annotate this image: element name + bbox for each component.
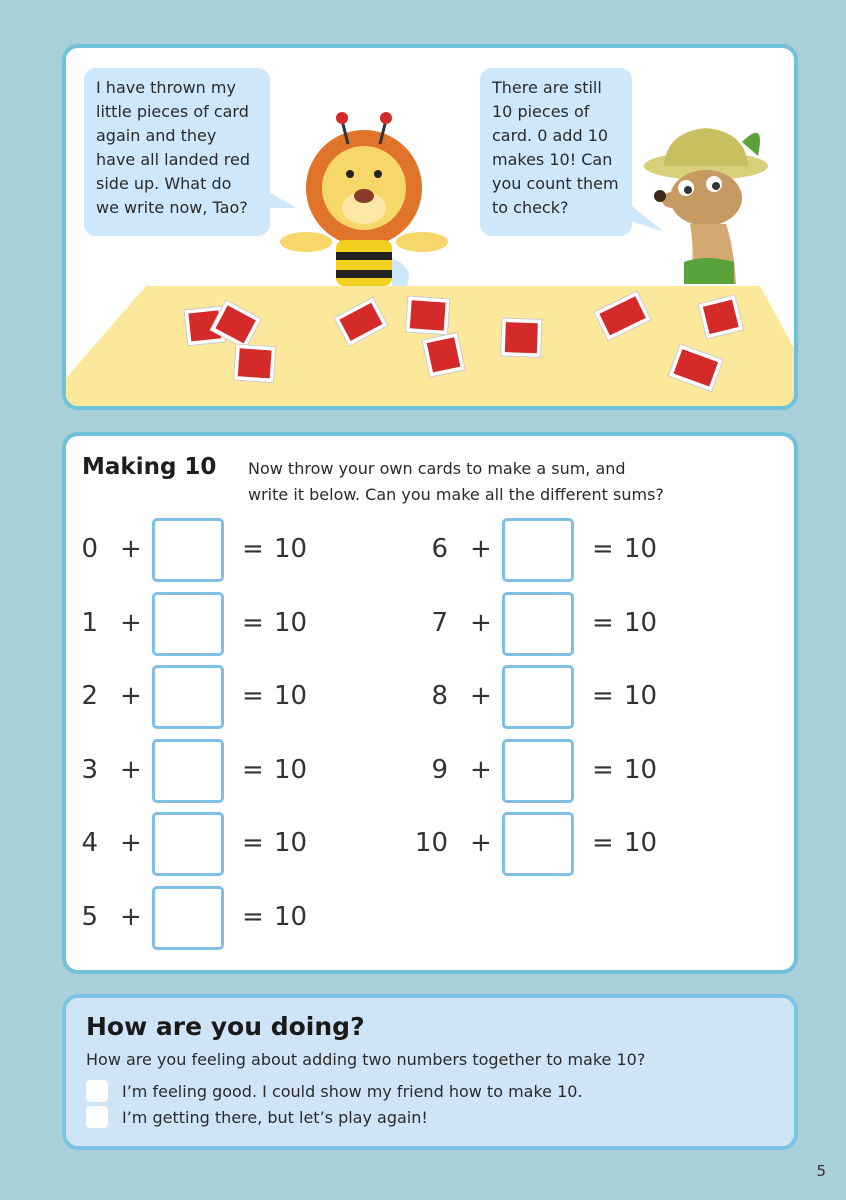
making-10-exercise-panel <box>62 432 798 974</box>
plus-sign: + <box>470 681 492 711</box>
speech-line: 10 pieces of <box>492 102 590 121</box>
plus-sign: + <box>470 534 492 564</box>
sum-result: 10 <box>274 755 308 785</box>
answer-box[interactable] <box>152 518 224 582</box>
equals-sign: = <box>592 534 614 564</box>
sum-row <box>66 739 326 803</box>
story-illustration-panel <box>62 44 798 410</box>
plus-sign: + <box>120 681 142 711</box>
sum-result: 10 <box>274 828 308 858</box>
answer-box[interactable] <box>152 665 224 729</box>
speech-line: card. 0 add 10 <box>492 126 609 145</box>
exercise-instructions <box>248 456 768 508</box>
addend-number: 4 <box>81 828 98 858</box>
page-number: 5 <box>816 1162 826 1180</box>
plus-sign: + <box>120 608 142 638</box>
sum-row <box>416 592 676 656</box>
sum-row <box>66 518 326 582</box>
sum-result: 10 <box>274 534 308 564</box>
speech-line: again and they <box>96 126 217 145</box>
equals-sign: = <box>242 828 264 858</box>
sum-row <box>416 739 676 803</box>
addend-number: 10 <box>414 828 448 858</box>
plus-sign: + <box>120 828 142 858</box>
review-question: How are you feeling about adding two numbers together to make 10? <box>86 1050 646 1069</box>
addend-number: 0 <box>81 534 98 564</box>
speech-line: makes 10! Can <box>492 150 613 169</box>
plus-sign: + <box>120 902 142 932</box>
answer-box[interactable] <box>502 592 574 656</box>
equals-sign: = <box>242 681 264 711</box>
answer-box[interactable] <box>502 739 574 803</box>
sum-result: 10 <box>624 755 658 785</box>
addend-number: 5 <box>81 902 98 932</box>
addend-number: 6 <box>431 534 448 564</box>
tao-speech-bubble <box>480 68 632 236</box>
sum-result: 10 <box>624 608 658 638</box>
answer-box[interactable] <box>152 592 224 656</box>
sum-result: 10 <box>274 902 308 932</box>
instruction-line: Now throw your own cards to make a sum, and <box>248 459 626 478</box>
option-label: I’m getting there, but let’s play again! <box>122 1108 428 1127</box>
sum-row <box>66 812 326 876</box>
sum-result: 10 <box>274 681 308 711</box>
instruction-line: write it below. Can you make all the different sums? <box>248 485 664 504</box>
sum-row <box>416 812 676 876</box>
tao-meerkat-character <box>644 128 768 284</box>
option-checkbox[interactable] <box>86 1080 108 1102</box>
option-label: I’m feeling good. I could show my friend how to make 10. <box>122 1082 583 1101</box>
sum-row <box>66 665 326 729</box>
plus-sign: + <box>470 828 492 858</box>
equals-sign: = <box>242 534 264 564</box>
plus-sign: + <box>470 755 492 785</box>
speech-line: I have thrown my <box>96 78 236 97</box>
answer-box[interactable] <box>152 739 224 803</box>
equals-sign: = <box>242 755 264 785</box>
answer-box[interactable] <box>152 812 224 876</box>
sum-result: 10 <box>624 681 658 711</box>
addend-number: 1 <box>81 608 98 638</box>
sum-row <box>416 665 676 729</box>
sum-result: 10 <box>624 534 658 564</box>
equals-sign: = <box>592 828 614 858</box>
answer-box[interactable] <box>502 665 574 729</box>
speech-line: have all landed red <box>96 150 250 169</box>
plus-sign: + <box>470 608 492 638</box>
speech-line: little pieces of card <box>96 102 249 121</box>
equals-sign: = <box>242 608 264 638</box>
speech-line: to check? <box>492 198 569 217</box>
speech-line: side up. What do <box>96 174 232 193</box>
speech-line: we write now, Tao? <box>96 198 248 217</box>
exercise-title: Making 10 <box>82 454 217 480</box>
addend-number: 2 <box>81 681 98 711</box>
sum-result: 10 <box>274 608 308 638</box>
addend-number: 8 <box>431 681 448 711</box>
equals-sign: = <box>592 755 614 785</box>
review-title: How are you doing? <box>86 1012 365 1041</box>
addend-number: 9 <box>431 755 448 785</box>
sum-row <box>66 592 326 656</box>
addend-number: 7 <box>431 608 448 638</box>
lion-character <box>280 112 448 288</box>
option-checkbox[interactable] <box>86 1106 108 1128</box>
equals-sign: = <box>592 608 614 638</box>
answer-box[interactable] <box>152 886 224 950</box>
sum-result: 10 <box>624 828 658 858</box>
equals-sign: = <box>592 681 614 711</box>
answer-box[interactable] <box>502 812 574 876</box>
equals-sign: = <box>242 902 264 932</box>
speech-line: There are still <box>492 78 602 97</box>
how-are-you-doing-panel <box>62 994 798 1150</box>
speech-line: you count them <box>492 174 619 193</box>
lion-speech-bubble <box>84 68 270 236</box>
plus-sign: + <box>120 534 142 564</box>
answer-box[interactable] <box>502 518 574 582</box>
plus-sign: + <box>120 755 142 785</box>
addend-number: 3 <box>81 755 98 785</box>
sum-row <box>416 518 676 582</box>
sum-row <box>66 886 326 950</box>
